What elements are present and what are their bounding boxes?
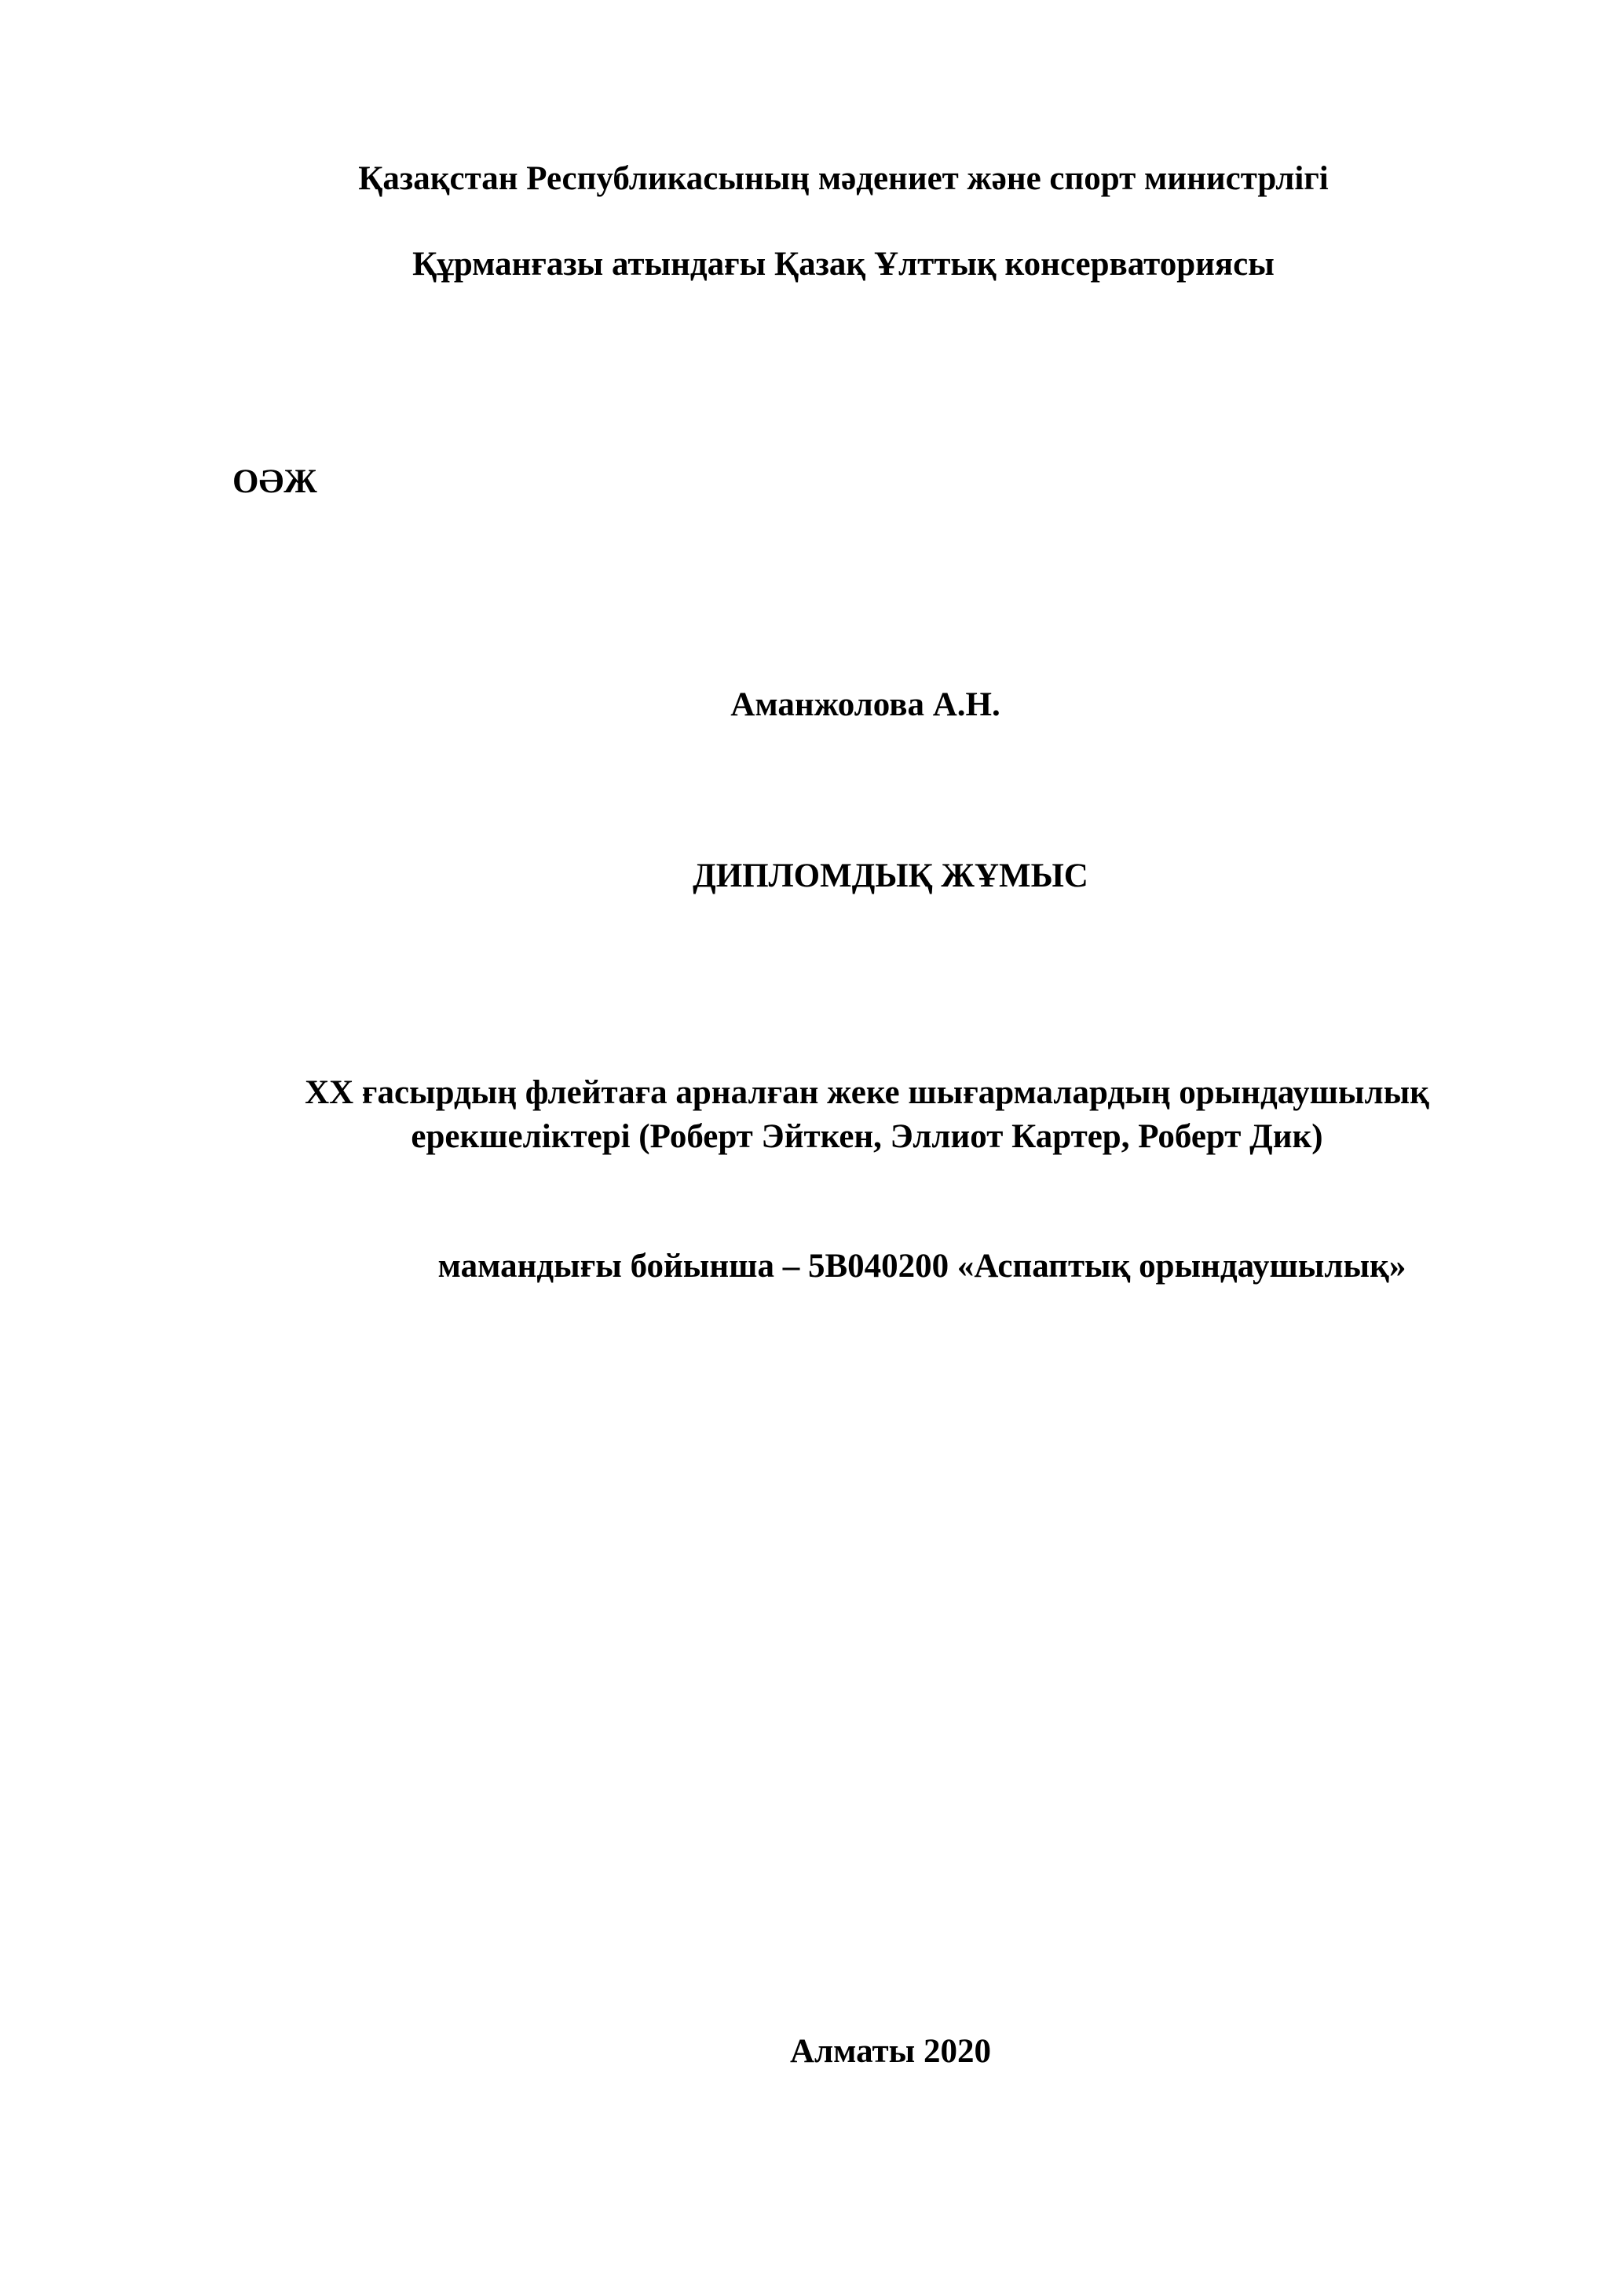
work-type-title: ДИПЛОМДЫҚ ЖҰМЫС (693, 857, 1088, 894)
thesis-title-line-1: XX ғасырдың флейтаға арналған жеке шығармалардың орындаушылық (305, 1074, 1429, 1111)
udk-label: ОӘЖ (232, 463, 317, 500)
conservatory-heading: Құрманғазы атындағы Қазақ Ұлттық консерваториясы (412, 246, 1275, 283)
specialty-line: мамандығы бойынша – 5В040200 «Аспаптық орындаушылық» (437, 1248, 1406, 1285)
author-name: Аманжолова А.Н. (730, 686, 1000, 723)
thesis-title-line-2: ерекшеліктері (Роберт Эйткен, Эллиот Картер, Роберт Дик) (411, 1118, 1323, 1155)
city-year: Алматы 2020 (789, 2033, 991, 2070)
ministry-heading: Қазақстан Республикасының мәдениет және спорт министрлігі (358, 160, 1329, 197)
